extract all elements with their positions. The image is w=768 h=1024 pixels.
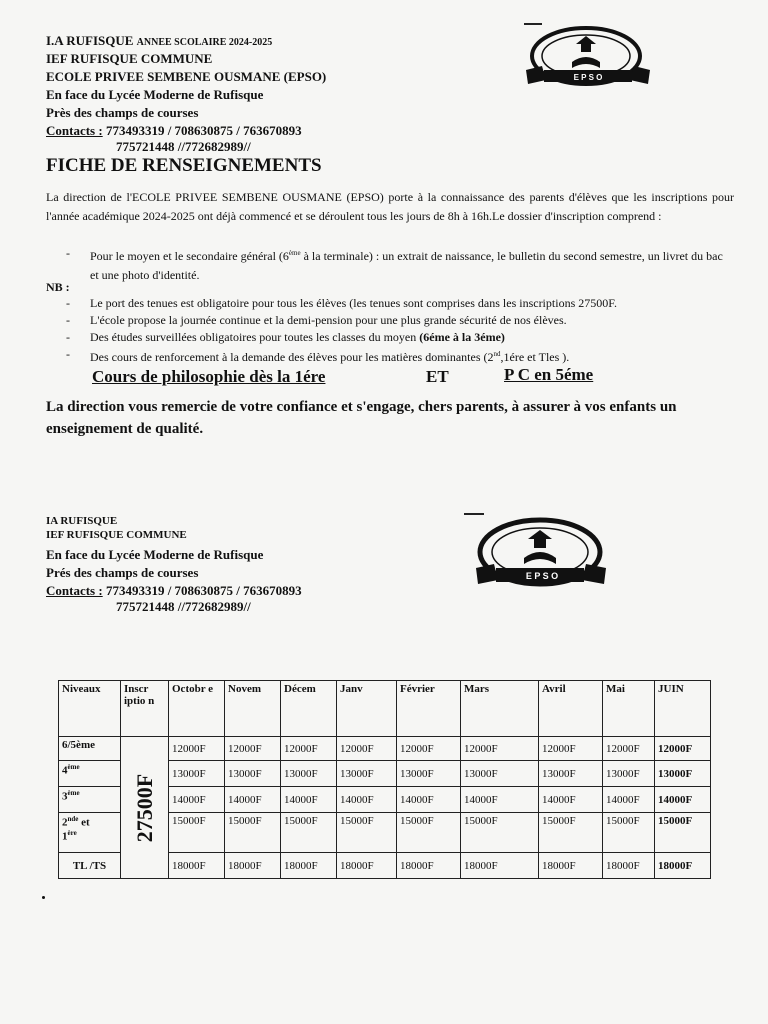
- header1-line1: [46, 32, 272, 52]
- fee-cell: 13000F: [225, 761, 281, 787]
- fee-cell: 13000F: [603, 761, 655, 787]
- col-fevrier: Février: [397, 681, 461, 737]
- fee-cell: 12000F: [281, 737, 337, 761]
- fee-cell: 15000F: [539, 813, 603, 853]
- epso-emblem-icon: [522, 22, 654, 92]
- fee-cell: 13000F: [281, 761, 337, 787]
- fee-cell: 13000F: [539, 761, 603, 787]
- header1-address: En face du Lycée Moderne de Rufisque: [46, 87, 264, 102]
- fee-table: [58, 680, 711, 879]
- header2-landmark: Prés des champs de courses: [46, 565, 199, 580]
- fee-cell: 18000F: [539, 853, 603, 879]
- fee-cell: 12000F: [603, 737, 655, 761]
- col-janvier: Janv: [337, 681, 397, 737]
- header1-line2: IEF RUFISQUE COMMUNE: [46, 51, 213, 66]
- fee-cell: 14000F: [337, 787, 397, 813]
- col-juin: JUIN: [655, 681, 711, 737]
- fee-cell: 14000F: [461, 787, 539, 813]
- fee-cell: 15000F: [225, 813, 281, 853]
- dossier-item: - Pour le moyen et le secondaire général (6ème à la terminale) : un extrait de naissance, le bulletin du second semestre, un livret du bac et une photo d'identité.: [66, 246, 723, 282]
- fee-cell: 13000F: [169, 761, 225, 787]
- school-logo-bottom: [462, 512, 612, 596]
- fee-cell: 12000F: [225, 737, 281, 761]
- fee-cell: 13000F: [337, 761, 397, 787]
- inscription-fee-cell: [121, 737, 169, 879]
- level-4: 4ème: [59, 761, 121, 787]
- fee-cell: 13000F: [461, 761, 539, 787]
- col-octobre: Octobr e: [169, 681, 225, 737]
- col-niveaux: Niveaux: [59, 681, 121, 737]
- fee-cell: 18000F: [655, 853, 711, 879]
- col-decembre: Décem: [281, 681, 337, 737]
- header1-contacts-line2: 775721448 //772682989//: [116, 139, 251, 154]
- fee-cell: 12000F: [655, 737, 711, 761]
- header2-contacts: Contacts : 773493319 / 708630875 / 763670893: [46, 583, 302, 598]
- fee-cell: 14000F: [397, 787, 461, 813]
- fee-cell: 13000F: [397, 761, 461, 787]
- col-mars: Mars: [461, 681, 539, 737]
- fee-cell: 12000F: [169, 737, 225, 761]
- fee-cell: 14000F: [169, 787, 225, 813]
- fee-cell: 14000F: [281, 787, 337, 813]
- logo-letters: E P S O: [525, 571, 559, 581]
- fee-cell: 18000F: [337, 853, 397, 879]
- header2-contacts-line2: 775721448 //772682989//: [116, 599, 251, 614]
- fee-cell: 15000F: [603, 813, 655, 853]
- col-avril: Avril: [539, 681, 603, 737]
- fee-cell: 18000F: [281, 853, 337, 879]
- highlight-et: ET: [426, 367, 449, 386]
- header1-school-name: ECOLE PRIVEE SEMBENE OUSMANE (EPSO): [46, 69, 327, 84]
- level-3: 3ème: [59, 787, 121, 813]
- fee-cell: 14000F: [225, 787, 281, 813]
- fee-cell: 14000F: [655, 787, 711, 813]
- nb-label: NB :: [46, 280, 70, 294]
- school-logo-top: [522, 22, 654, 92]
- table-row: [59, 737, 711, 761]
- fee-cell: 14000F: [539, 787, 603, 813]
- inscription-fee: 27500F: [131, 773, 157, 842]
- nb-item-support: - Des cours de renforcement à la demande des élèves pour les matières dominantes (2nd,1ére et Tles ).: [66, 347, 570, 364]
- fee-cell: 15000F: [655, 813, 711, 853]
- epso-emblem-icon: [462, 512, 612, 596]
- level-tl-ts: TL /TS: [59, 853, 121, 879]
- col-mai: Mai: [603, 681, 655, 737]
- fee-cell: 15000F: [281, 813, 337, 853]
- fee-cell: 12000F: [337, 737, 397, 761]
- fee-cell: 13000F: [655, 761, 711, 787]
- page-title: FICHE DE RENSEIGNEMENTS: [46, 155, 322, 176]
- contacts-phones: 773493319 / 708630875 / 763670893: [105, 123, 302, 138]
- level-6-5: 6/5ème: [59, 737, 121, 761]
- col-novembre: Novem: [225, 681, 281, 737]
- header1-landmark: Près des champs de courses: [46, 105, 199, 120]
- table-header-row: [59, 681, 711, 737]
- fee-cell: 18000F: [461, 853, 539, 879]
- fee-cell: 15000F: [169, 813, 225, 853]
- pc-course: P C en 5éme: [504, 365, 594, 384]
- fee-cell: 18000F: [397, 853, 461, 879]
- school-year: ANNEE SCOLAIRE 2024-2025: [136, 37, 273, 48]
- closing-statement: La direction vous remercie de votre confiance et s'engage, chers parents, à assurer à vos enfants un enseignement de qualité.: [46, 399, 677, 437]
- philosophy-course: Cours de philosophie dès la 1ére: [92, 367, 326, 386]
- fee-cell: 18000F: [225, 853, 281, 879]
- nb-item-studies: - Des études surveillées obligatoires pour toutes les classes du moyen (6éme à la 3éme): [66, 330, 505, 344]
- fee-cell: 18000F: [169, 853, 225, 879]
- fee-cell: 12000F: [539, 737, 603, 761]
- fee-cell: 12000F: [397, 737, 461, 761]
- fee-cell: 15000F: [337, 813, 397, 853]
- intro-paragraph: La direction de l'ECOLE PRIVEE SEMBENE OUSMANE (EPSO) porte à la connaissance des parents d'élèves que les inscriptions pour l'année académique 2024-2025 ont déjà commencé et se déroulent tous les jours de 8h à 16h.Le dossier d'inscription comprend :: [46, 190, 734, 223]
- logo-letters: E P S O: [573, 73, 603, 82]
- ia-label: I.A RUFISQUE: [46, 33, 134, 48]
- col-inscription: Inscr iptio n: [121, 681, 169, 737]
- ink-dot: [42, 896, 45, 899]
- level-2nde-1ere: 2nde et 1ère: [59, 813, 121, 853]
- fee-cell: 14000F: [603, 787, 655, 813]
- header2-address: En face du Lycée Moderne de Rufisque: [46, 547, 264, 562]
- fee-cell: 15000F: [397, 813, 461, 853]
- contacts-label: Contacts :: [46, 123, 103, 138]
- header2-line1: IA RUFISQUE: [46, 515, 118, 527]
- fee-cell: 15000F: [461, 813, 539, 853]
- header2-line2: IEF RUFISQUE COMMUNE: [46, 529, 187, 541]
- fee-cell: 12000F: [461, 737, 539, 761]
- fee-cell: 18000F: [603, 853, 655, 879]
- nb-item-halfboard: - L'école propose la journée continue et la demi-pension pour une plus grande sécurité de nos élèves.: [66, 313, 567, 327]
- nb-item-uniform: - Le port des tenues est obligatoire pour tous les élèves (les tenues sont comprises dans les inscriptions 27500F.: [66, 296, 617, 310]
